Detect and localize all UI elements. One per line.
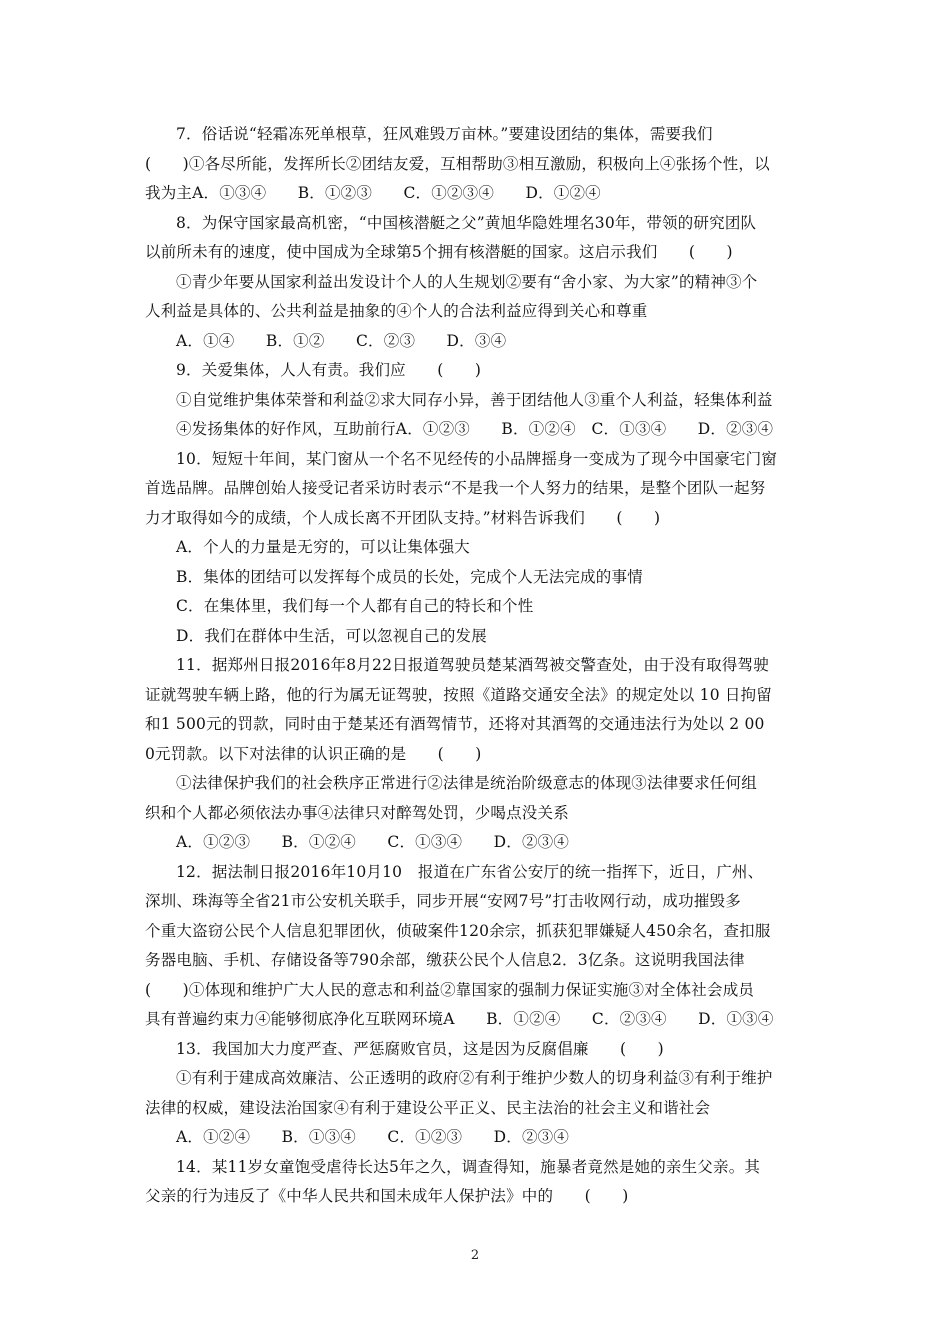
q9-options-line: ④发扬集体的好作风，互助前行A．①②③ B．①②④ C．①③④ D．②③④ [176,420,774,438]
q12-statements-line-2: 具有普遍约束力④能够彻底净化互联网环境A B．①②④ C．②③④ D．①③④ [145,1010,774,1028]
q8-stem-line-2: 以前所未有的速度，使中国成为全球第5个拥有核潜艇的国家。这启示我们 ( ) [145,243,733,261]
q11-statements-line-2: 织和个人都必须依法办事④法律只对醉驾处罚，少喝点没关系 [145,803,569,822]
q8-statements-line-1: ①青少年要从国家利益出发设计个人的人生规划②要有“舍小家、为大家”的精神③个 [176,272,758,291]
q10-option-d: D．我们在群体中生活，可以忽视自己的发展 [176,626,487,645]
q10-option-a: A．个人的力量是无穷的，可以让集体强大 [176,538,470,556]
q14-stem-line-1: 14．某11岁女童饱受虐待长达5年之久，调查得知，施暴者竟然是她的亲生父亲。其 [176,1157,761,1176]
q9-stem-line: 9．关爱集体，人人有责。我们应 ( ) [176,361,482,379]
q11-statements-line-1: ①法律保护我们的社会秩序正常进行②法律是统治阶级意志的体现③法律要求任何组 [176,774,757,792]
q12-stem-line-1: 12．据法制日报2016年10月10 报道在广东省公安厅的统一指挥下，近日，广州、 [176,862,764,881]
q10-option-b: B．集体的团结可以发挥每个成员的长处，完成个人无法完成的事情 [176,567,643,586]
q7-stem-line-1: 7．俗话说“轻霜冻死单根草，狂风难毁万亩林。”要建设团结的集体，需要我们 [176,125,713,143]
q8-statements-line-2: 人利益是具体的、公共利益是抽象的④个人的合法利益应得到关心和尊重 [145,302,648,320]
q12-stem-line-2: 深圳、珠海等全省21市公安机关联手，同步开展“安网7号”打击收网行动，成功摧毁多 [145,892,741,910]
q8-options-line: A．①④ B．①② C．②③ D．③④ [176,331,507,350]
q7-stem-line-2: ( )①各尽所能，发挥所长②团结友爱，互相帮助③相互激励，积极向上④张扬个性，以 [145,154,770,173]
q9-statements-line: ①自觉维护集体荣誉和利益②求大同存小异，善于团结他人③重个人利益，轻集体利益 [176,390,773,409]
q14-stem-line-2: 父亲的行为违反了《中华人民共和国未成年人保护法》中的 ( ) [145,1187,629,1205]
q12-stem-line-4: 务器电脑、手机、存储设备等790余部，缴获公民个人信息2．3亿条。这说明我国法律 [145,951,745,969]
q7-options-line: 我为主A．①③④ B．①②③ C．①②③④ D．①②④ [145,184,601,202]
page-number: 2 [470,1248,480,1263]
q11-stem-line-1: 11．据郑州日报2016年8月22日报道驾驶员楚某酒驾被交警查处，由于没有取得驾驶 [176,656,769,674]
q10-stem-line-1: 10．短短十年间，某门窗从一个名不见经传的小品牌摇身一变成为了现今中国豪宅门窗 [176,449,778,468]
q11-stem-line-4: 0元罚款。以下对法律的认识正确的是 ( ) [145,744,482,763]
q13-statements-line-1: ①有利于建成高效廉洁、公正透明的政府②有利于维护少数人的切身利益③有利于维护 [176,1069,773,1087]
q12-stem-line-3: 个重大盗窃公民个人信息犯罪团伙，侦破案件120余宗，抓获犯罪嫌疑人450余名，查扣服 [145,921,771,940]
q11-stem-line-2: 证就驾驶车辆上路，他的行为属无证驾驶，按照《道路交通安全法》的规定处以 10 日拘留 [145,685,772,704]
q11-options-line: A．①②③ B．①②④ C．①③④ D．②③④ [176,833,570,851]
q13-options-line: A．①②④ B．①③④ C．①②③ D．②③④ [176,1128,570,1146]
question-text-block [145,120,813,1212]
q12-statements-line-1: ( )①体现和维护广大人民的意志和利益②靠国家的强制力保证实施③对全体社会成员 [145,980,755,999]
q11-stem-line-3: 和1 500元的罚款，同时由于楚某还有酒驾情节，还将对其酒驾的交通违法行为处以 2 00 [145,715,765,733]
q8-stem-line-1: 8．为保守国家最高机密，“中国核潜艇之父”黄旭华隐姓埋名30年，带领的研究团队 [176,213,757,232]
q13-stem-line: 13．我国加大力度严查、严惩腐败官员，这是因为反腐倡廉 ( ) [176,1039,664,1058]
q10-stem-line-3: 力才取得如今的成绩，个人成长离不开团队支持。”材料告诉我们 ( ) [145,508,661,527]
q10-option-c: C．在集体里，我们每一个人都有自己的特长和个性 [176,597,534,615]
q13-statements-line-2: 法律的权威，建设法治国家④有利于建设公平正义、民主法治的社会主义和谐社会 [145,1098,711,1117]
q10-stem-line-2: 首选品牌。品牌创始人接受记者采访时表示“不是我一个人努力的结果，是整个团队一起努 [145,479,766,497]
